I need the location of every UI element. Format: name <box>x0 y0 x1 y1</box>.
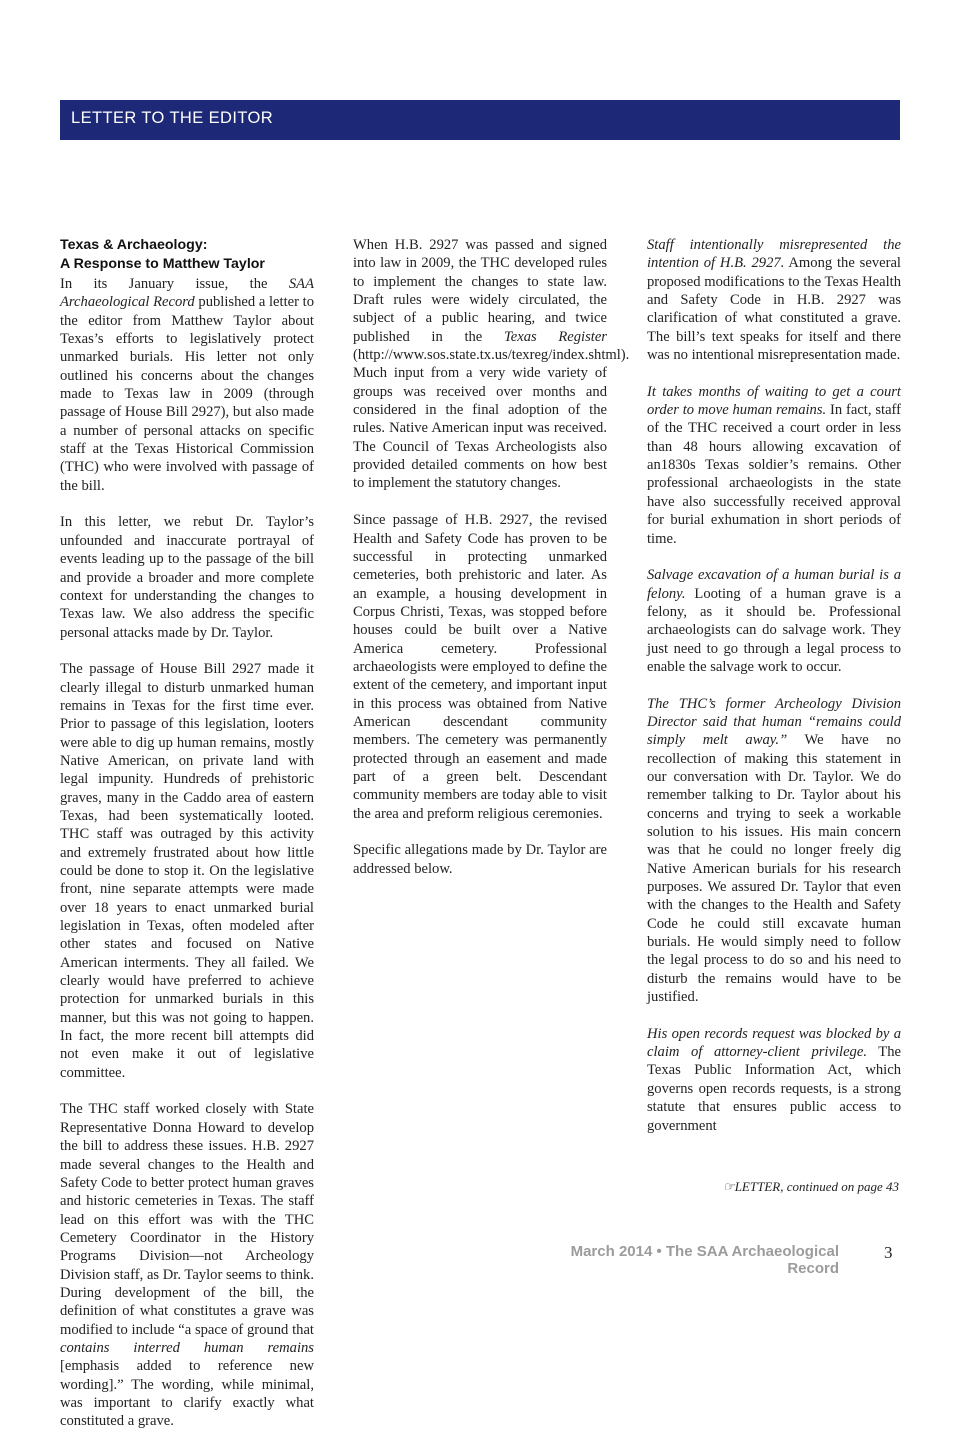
continued-notice <box>647 1179 899 1195</box>
paragraph-2: In this letter, we rebut Dr. Taylor’s unfounded and inaccurate portrayal of events leading up to the passage of the bill and provide a broader and more complete context for understanding the changes to Texas law. We also address the specific personal attacks made by Dr. Taylor. <box>60 514 314 641</box>
paragraph-4 <box>60 1100 314 1430</box>
response-text: The Texas Public Information Act, which governs open records requests, is a strong statute that ensures public access to government <box>647 1044 901 1134</box>
publication-name: Texas Register <box>503 328 607 345</box>
article-title <box>60 236 314 274</box>
text-span: (http://www.sos.state.tx.us/texreg/index.shtml). Much input from a very wide variety of groups was received over months and considered in the final adoption of the rules. Native American input was received. The Council of Texas Archeologists also provided detailed comments on how best to implement the statutory changes. <box>353 347 630 492</box>
allegation-5 <box>647 1025 901 1135</box>
section-banner <box>60 100 900 140</box>
paragraph-3: The passage of House Bill 2927 made it clearly illegal to disturb unmarked human remains in Texas for the first time ever. Prior to passage of this legislation, looters were able to dig up human remains, mostly Native American, on private land with legal impunity. Hundreds of prehistoric graves, many in the Caddo area of eastern Texas, had been systematically looted. THC staff was outraged by this activity and extremely frustrated about how little could be done to stop it. On the legislative front, nine separate attempts were made over 18 years to enact unmarked burial legislation in Texas, often modeled after other states and focused on Native American interments. They all failed. We clearly would have preferred to achieve protection for unmarked burials in this manner, but this was not going to happen. In fact, the more recent bill attempts did not even make it out of legislative committee. <box>60 661 314 1081</box>
allegation-3 <box>647 566 901 676</box>
paragraph-1 <box>60 275 314 495</box>
section-label: LETTER TO THE EDITOR <box>71 109 274 127</box>
paragraph-5 <box>353 236 630 493</box>
title-line-1: Texas & Archaeology: <box>60 237 208 253</box>
title-line-2: A Response to Matthew Taylor <box>60 256 265 272</box>
journal-name: SAA Archaeological Record <box>60 276 314 311</box>
column-2 <box>353 236 630 878</box>
text-span: When H.B. 2927 was passed and signed into law in 2009, the THC developed rules to implement the changes to state law. Draft rules were widely circulated, the subject of a public hearing, and twice published in the <box>353 237 607 345</box>
allegation-1 <box>647 236 901 364</box>
allegation-text: It takes months of waiting to get a court order to move human remains. <box>647 383 901 419</box>
allegation-4 <box>647 695 901 1007</box>
page-number: 3 <box>884 1243 893 1262</box>
text-span: [emphasis added to reference new wording].” The wording, while minimal, was important to clarify exactly what constituted a grave. <box>60 1358 314 1430</box>
allegation-2 <box>647 383 901 548</box>
text-span: The THC staff worked closely with State Representative Donna Howard to develop the bill to address these issues. H.B. 2927 made several changes to the Health and Safety Code to better protect human graves and historic cemeteries in Texas. The staff lead on this effort was with the THC Cemetery Coordinator in the History Programs Division—not Archeology Division staff, as Dr. Taylor seems to think. During development of the bill, the definition of what constitutes a grave was modified to include “a space of ground that <box>60 1101 314 1338</box>
allegation-text: Salvage excavation of a human burial is a felony. <box>647 567 901 602</box>
footer-issue: March 2014 • The SAA Archaeological Record <box>570 1243 839 1277</box>
allegation-text: Staff intentionally misrepresented the intention of H.B. 2927. <box>647 237 901 272</box>
continued-text: LETTER, continued on page 43 <box>734 1179 899 1194</box>
pointing-hand-icon: ☞ <box>723 1179 735 1194</box>
response-text: Among the several proposed modifications to the Texas Health and Safety Code in H.B. 2927 was clarification of what constituted a grave. The bill’s text speaks for itself and there was no intentional misrepresentation made. <box>647 255 901 364</box>
paragraph-7: Specific allegations made by Dr. Taylor are addressed below. <box>353 842 607 877</box>
allegation-text: The THC’s former Archeology Division Director said that human “remains could simply melt away.” <box>647 695 901 749</box>
column-1 <box>60 236 314 1431</box>
text-span: In its January issue, the <box>60 276 289 292</box>
paragraph-6: Since passage of H.B. 2927, the revised Health and Safety Code has proven to be successful in protecting unmarked cemeteries, both prehistoric and later. As an example, a housing development in Corpus Christi, Texas, was stopped before houses could be built over a Native America cemetery. Professional archaeologists were employed to define the extent of the cemetery, and important input in this process was obtained from Native American descendant community members. The cemetery was permanently protected through an easement and made part of a green belt. Descendant community members are today able to visit the area and preform religious ceremonies. <box>353 512 607 822</box>
allegation-text: His open records request was blocked by a claim of attorney-client privilege. <box>647 1025 901 1061</box>
column-3 <box>647 236 901 1135</box>
response-text: We have no recollection of making this statement in our conversation with Dr. Taylor. We do remember talking to Dr. Taylor about his concerns and trying to seek a workable solution to his issues. His main concern was that he could no longer freely dig Native American burials for his research purposes. We assured Dr. Taylor that even with the changes to the Health and Safety Code he could still excavate human burials. He would simply need to follow the legal process to do so and his need to disturb the remains would have to be justified. <box>647 732 901 1006</box>
text-span: published a letter to the editor from Matthew Taylor about Texas’s efforts to legislatively protect unmarked burials. His letter not only outlined his concerns about the changes made to Texas law in 2009 (through passage of House Bill 2927), but also made a number of personal attacks on specific staff at the Texas Historical Commission (THC) who were involved with passage of the bill. <box>60 294 314 494</box>
emphasis-text: contains interred human remains <box>60 1339 314 1356</box>
response-text: In fact, staff of the THC received a court order in less than 48 hours allowing excavation of an1830s Texas soldier’s remains. Other professional archaeologists in the state have also successfully received approval for burial exhumation in short periods of time. <box>647 402 901 547</box>
response-text: Looting of a human grave is a felony, as it should be. Professional archaeologists can do salvage work. They just need to go through a legal process to enable the salvage work to occur. <box>647 585 901 675</box>
